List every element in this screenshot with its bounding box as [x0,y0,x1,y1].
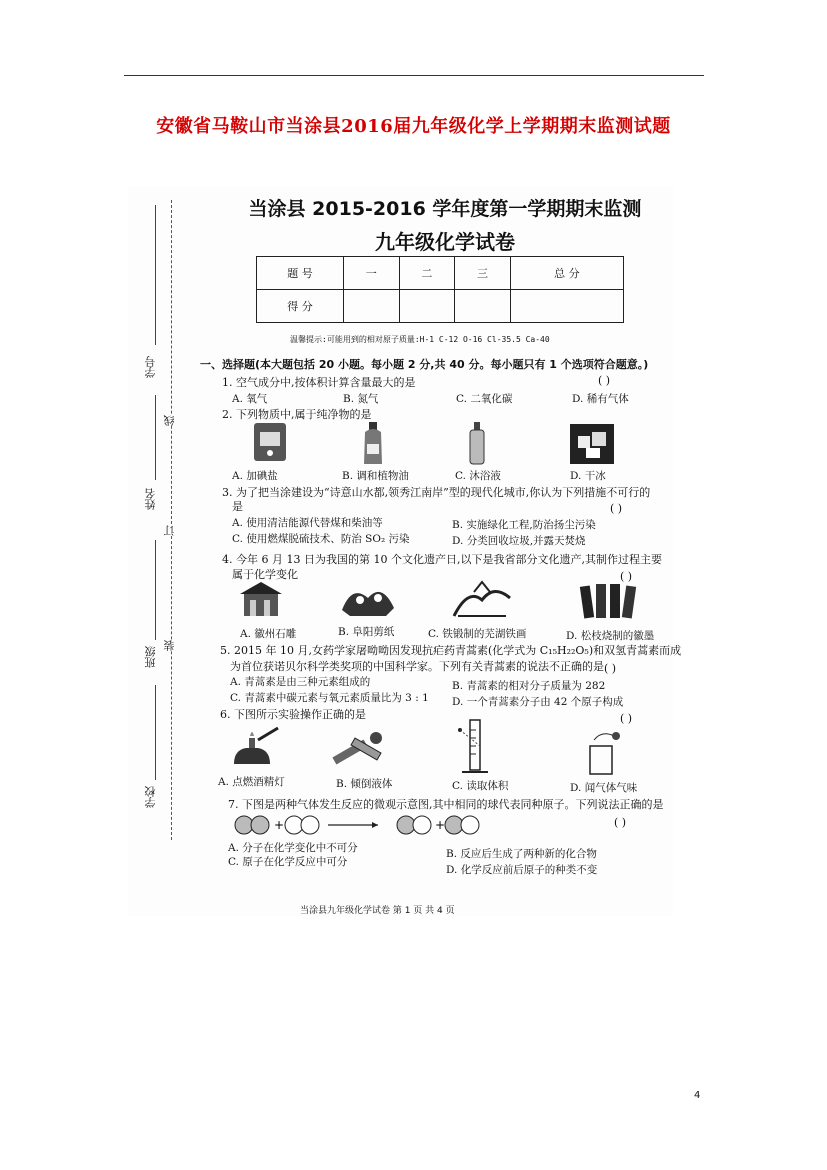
binding-label-school: 学校 [144,786,157,808]
plus-sign: + [274,818,285,832]
score-blank [344,290,400,323]
paper-cutting-image [338,580,398,620]
smelling-gas-image [584,730,624,776]
answer-paren: ( ) [620,712,633,725]
binding-blank-class [155,540,156,640]
binding-blank-school [155,685,156,780]
option-c: C. 铁锻制的芜湖铁画 [428,628,527,640]
score-blank [455,290,511,323]
score-blank [510,290,623,323]
atomic-mass-hint: 温馨提示:可能用到的相对原子质量:H-1 C-12 O-16 Cl-35.5 Ca-40 [290,335,550,344]
binding-mark-ding: 订 [163,525,176,536]
binding-label-class: 班级 [144,646,157,668]
vegetable-oil-bottle-image [360,420,386,466]
ink-stick-image [578,580,642,620]
option-b: B. 反应后生成了两种新的化合物 [446,848,597,860]
option-a: A. 使用清洁能源代替煤和柴油等 [232,517,383,529]
question-4-stem: 4. 今年 6 月 13 日为我国的第 10 个文化遗产日,以下是我省部分文化遗产,其制作过程主要 [222,553,662,566]
dry-ice-image [570,424,614,464]
graduated-cylinder-image [456,716,496,776]
product-molecule-2 [445,816,479,834]
score-table-score-row [257,290,624,323]
score-table-cell: 一 [344,257,400,290]
option-d: D. 一个青蒿素分子由 42 个原子构成 [452,696,624,708]
document-title: 安徽省马鞍山市当涂县2016届九年级化学上学期期末监测试题 [156,116,671,137]
option-c: C. 二氧化碳 [456,393,513,405]
reaction-arrow [328,822,378,828]
option-d: D. 分类回收垃圾,并露天焚烧 [452,535,586,547]
question-1-stem: 1. 空气成分中,按体积计算含量最大的是 [222,376,416,389]
option-b: B. 氮气 [343,393,379,405]
plus-sign: + [435,818,446,832]
option-a: A. 加碘盐 [232,470,278,482]
reaction-diagram [232,814,492,836]
score-table-cell: 题 号 [257,257,344,290]
option-d: D. 闻气体气味 [570,782,638,794]
option-a: A. 徽州石雕 [240,628,297,640]
binding-mark-line: 线 [163,415,176,426]
reactant-molecule-1 [235,816,269,834]
binding-blank-name [155,395,156,480]
stone-carving-image [238,580,284,618]
binding-blank-student-no [155,205,156,345]
answer-paren: ( ) [614,816,627,829]
exam-title: 当涂县 2015-2016 学年度第一学期期末监测 [248,198,642,220]
score-table-cell: 三 [455,257,511,290]
page-footer: 当涂县九年级化学试卷 第 1 页 共 4 页 [300,906,455,916]
binding-mark-zhuang: 装 [163,640,176,651]
product-molecule-1 [397,816,431,834]
page-number: 4 [694,1090,701,1101]
option-b: B. 实施绿化工程,防治扬尘污染 [452,519,596,531]
option-d: D. 干冰 [570,470,606,482]
binding-label-name: 姓名 [144,488,157,510]
header-rule [124,75,704,76]
binding-dashed-line [171,200,172,840]
iodized-salt-bag-image [252,420,288,464]
option-a: A. 分子在化学变化中不可分 [228,842,358,854]
section-heading: 一、选择题(本大题包括 20 小题。每小题 2 分,共 40 分。每小题只有 1 个选项符合题意。) [200,358,649,371]
option-c: C. 使用燃煤脱硫技术、防治 SO₂ 污染 [232,533,410,545]
score-blank [399,290,455,323]
score-table-cell: 二 [399,257,455,290]
option-d: D. 化学反应前后原子的种类不变 [446,864,598,876]
question-5-stem-continued: 为首位获诺贝尔科学类奖项的中国科学家。下列有关青蒿素的说法不正确的是 [230,660,604,673]
answer-paren: ( ) [610,502,623,515]
option-c: C. 沐浴液 [455,470,501,482]
reactant-molecule-2 [285,816,319,834]
option-b: B. 阜阳剪纸 [338,626,395,638]
question-6-stem: 6. 下图所示实验操作正确的是 [220,708,366,721]
question-3-stem-continued: 是 [232,500,243,513]
option-d: D. 松枝烧制的徽墨 [566,630,655,642]
score-table-cell: 得 分 [257,290,344,323]
pouring-liquid-image [328,726,398,766]
option-d: D. 稀有气体 [572,393,629,405]
score-table-header-row [257,257,624,290]
alcohol-lamp-lighting-image [228,724,284,768]
answer-paren: ( ) [620,570,633,583]
option-a: A. 点燃酒精灯 [218,776,285,788]
option-c: C. 读取体积 [452,780,509,792]
option-c: C. 青蒿素中碳元素与氧元素质量比为 3 : 1 [230,692,429,704]
option-a: A. 氧气 [232,393,268,405]
question-7-stem: 7. 下图是两种气体发生反应的微观示意图,其中相同的球代表同种原子。下列说法正确的是 [228,798,664,811]
shower-gel-bottle-image [466,420,488,466]
exam-subtitle: 九年级化学试卷 [375,230,515,254]
option-b: B. 青蒿素的相对分子质量为 282 [452,680,606,692]
binding-label-student-no: 学号 [144,356,157,378]
option-b: B. 调和植物油 [342,470,409,482]
option-c: C. 原子在化学反应中可分 [228,856,348,868]
iron-painting-image [448,578,514,620]
option-b: B. 倾倒液体 [336,778,393,790]
answer-paren: ( ) [598,374,611,387]
question-5-stem: 5. 2015 年 10 月,女药学家屠呦呦因发现抗疟药青蒿素(化学式为 C₁₅H₂₂O₅)和双氢青蒿素而成 [220,644,682,657]
answer-paren: ( ) [604,662,617,675]
question-4-stem-continued: 属于化学变化 [232,568,298,581]
option-a: A. 青蒿素是由三种元素组成的 [230,676,371,688]
question-2-stem: 2. 下列物质中,属于纯净物的是 [222,408,372,421]
score-table-cell: 总 分 [510,257,623,290]
question-3-stem: 3. 为了把当涂建设为“诗意山水都,领秀江南岸”型的现代化城市,你认为下列措施不可行的 [222,486,651,499]
score-table [256,256,624,323]
